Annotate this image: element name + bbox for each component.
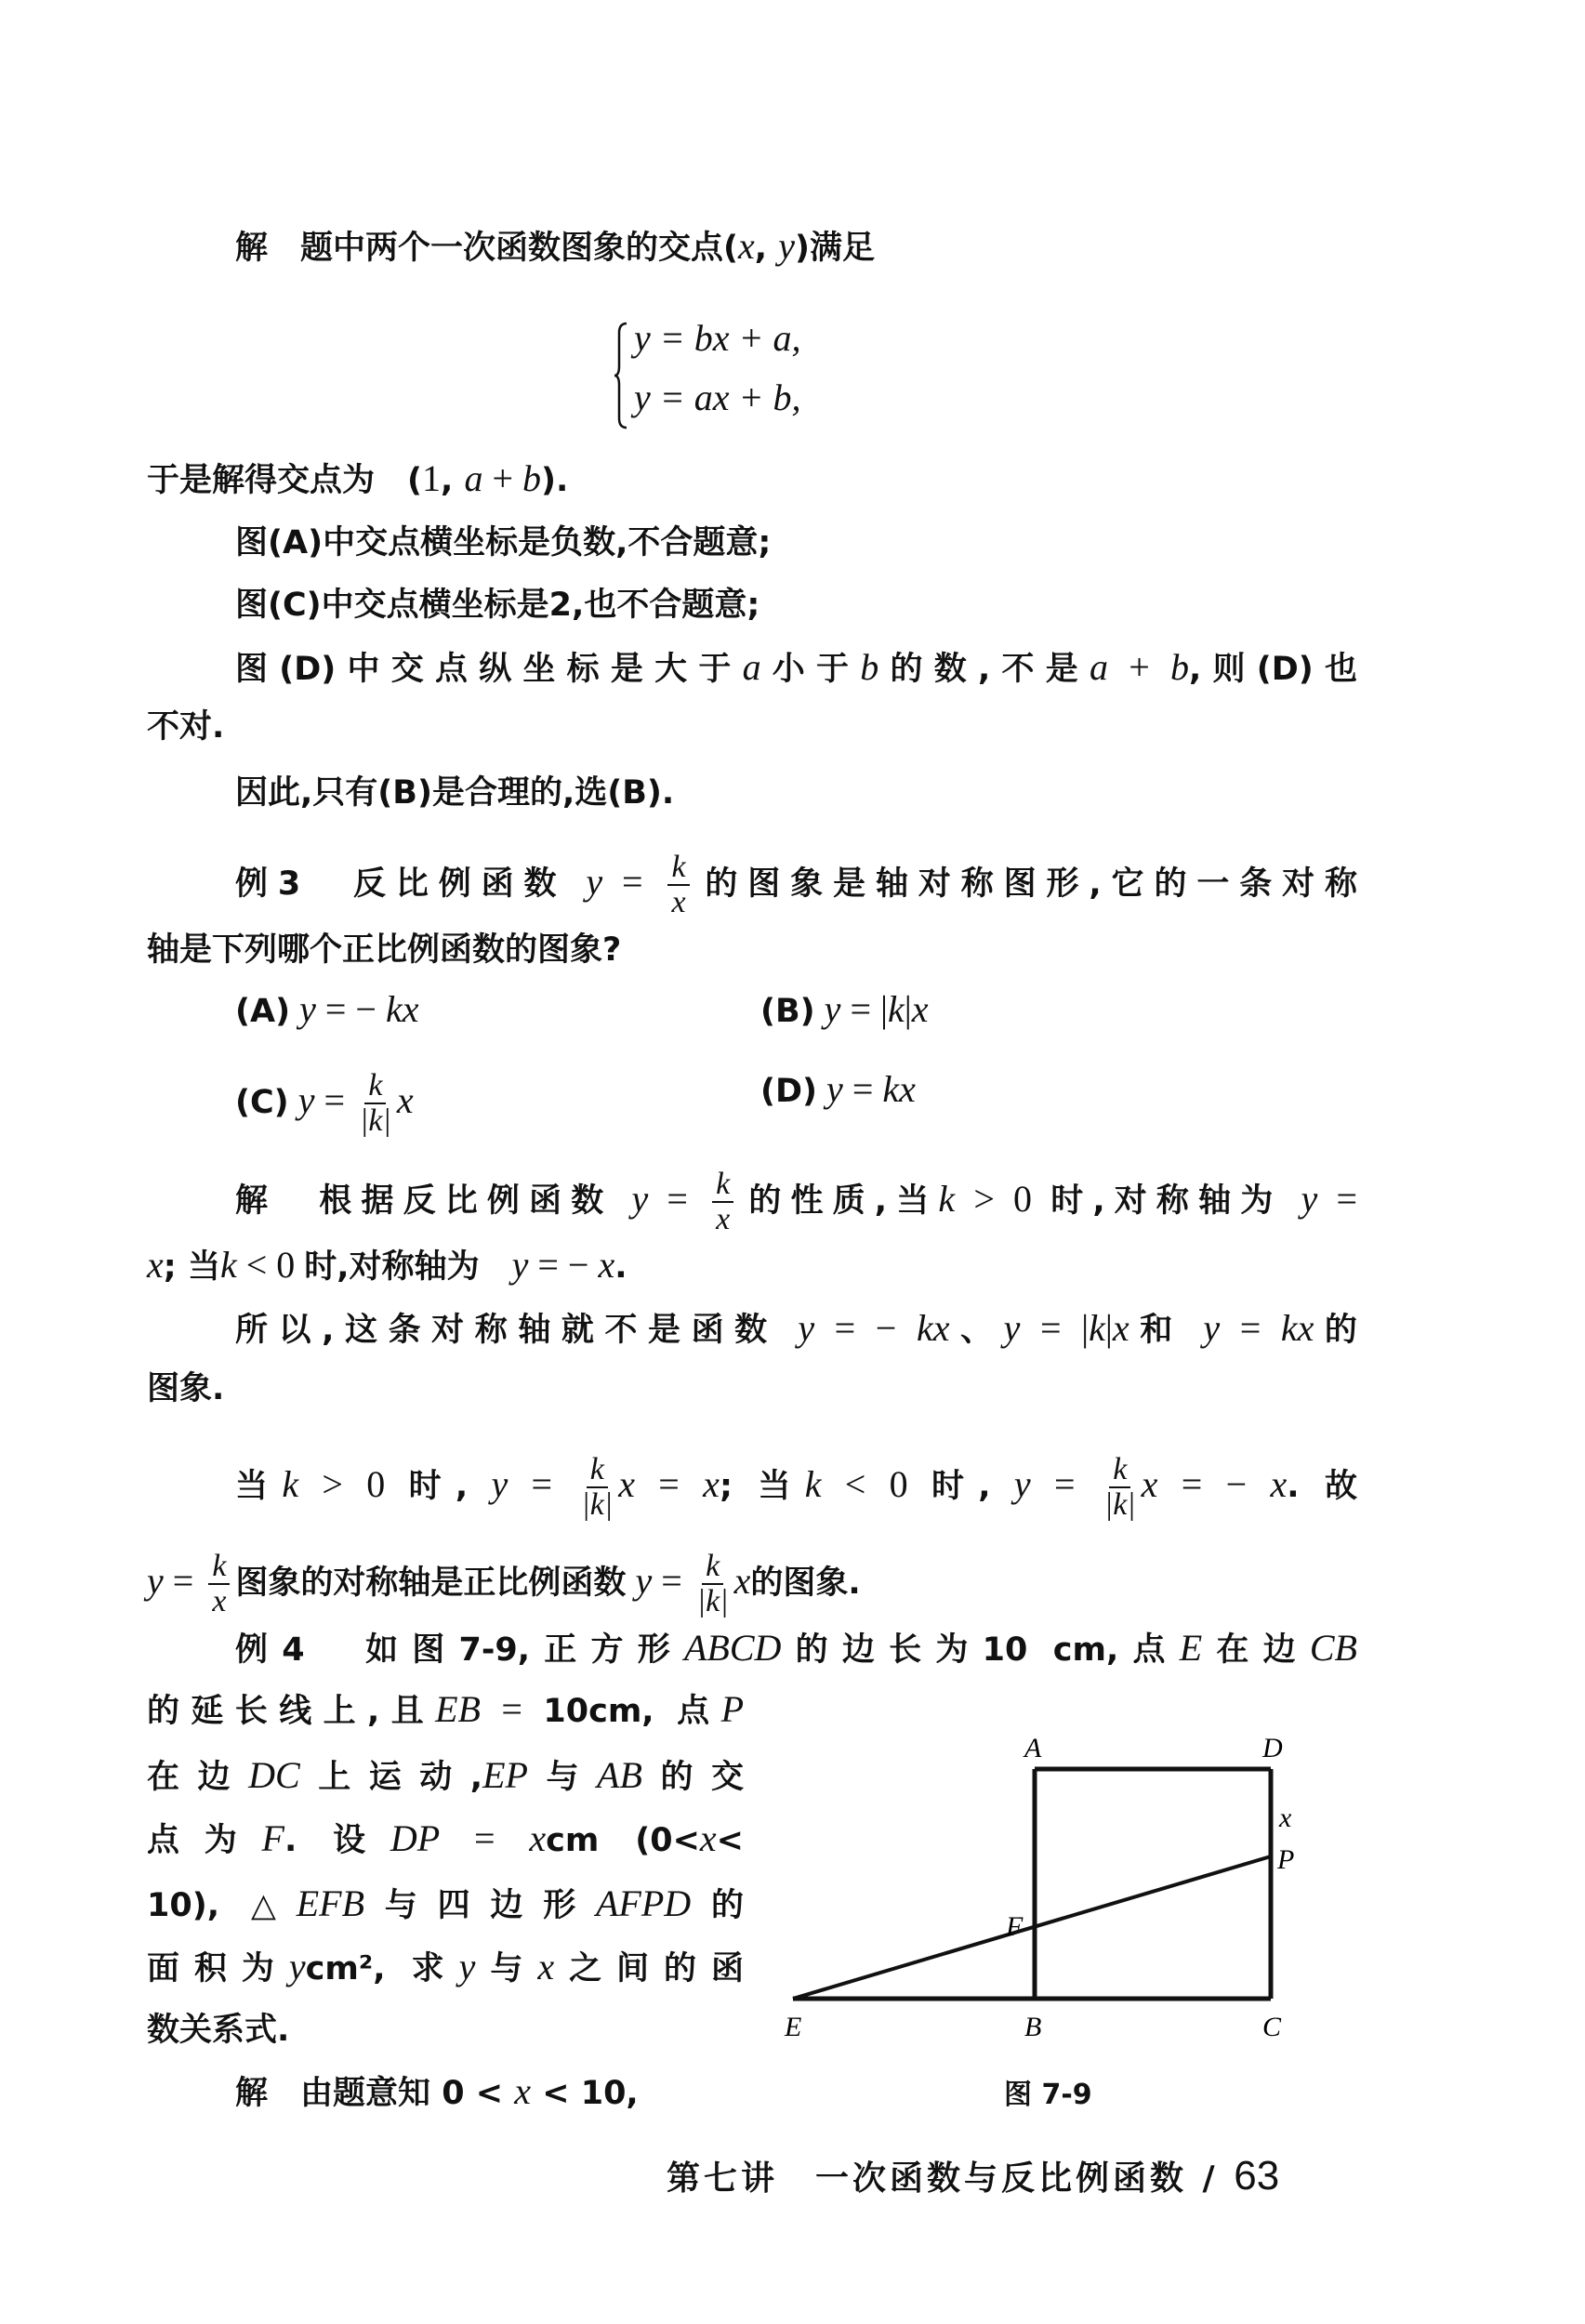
text-line [235,1628,1357,1670]
math-operator: = [667,1178,707,1220]
numerator: k [667,851,689,886]
text-run: 时, [931,1468,991,1505]
numerator: k [712,1168,733,1203]
math-symbol: k [804,1463,822,1505]
math-symbol: k [938,1178,956,1220]
math-symbol: a [1089,646,1108,688]
text-run: 之间的函 [554,1950,744,1987]
math-operator: = − [528,1244,599,1286]
math-operator: = [621,861,663,903]
text-line [147,1550,861,1618]
text-run: 面积为 [147,1950,289,1987]
math-operator: | [1104,1307,1113,1349]
math-symbol: y [814,988,851,1030]
label-F: F [1006,1911,1024,1942]
segment-EP [793,1856,1271,1999]
math-symbol: x [147,1244,164,1286]
denominator: |k| [360,1103,391,1138]
text-run: 的 [1314,1312,1357,1349]
section-label: 例3 [235,865,301,903]
math-operator: + [482,457,523,499]
figure-caption: 图 7-9 [1004,2079,1092,2111]
text-line [147,1689,744,1732]
math-symbol: x [537,1946,555,1987]
text-line [235,226,875,269]
text-run: 点为 [147,1822,262,1859]
label-x: x [1279,1802,1292,1833]
text-run: 的交 [641,1759,744,1796]
math-symbol: y [458,1946,476,1987]
text-run: 轴是下列哪个正比例函数的图象? [147,931,622,969]
label-E: E [785,2012,802,2042]
label-D: D [1262,1733,1283,1763]
math-symbol: a [742,646,761,688]
text-line [235,522,771,563]
section-label: 解 [235,2075,269,2112]
math-operator: | [904,988,912,1030]
text-line [235,647,1357,690]
text-run: 图(C)中交点横坐标是2,也不合题意; [235,587,760,624]
text-line [235,851,1357,919]
math-symbol: x [911,988,929,1030]
numerator: k [1109,1453,1130,1488]
math-operator: = [1336,1178,1357,1220]
math-operator: = [172,1560,204,1602]
math-operator: = − [834,1307,917,1349]
equation-system [614,316,801,435]
text-run: 在边 [1202,1631,1310,1669]
text-line [235,1308,1357,1351]
math-symbol: k [1089,1307,1105,1349]
math-symbol: x [396,1079,414,1121]
text-run: , [754,230,779,267]
text-line [147,458,568,501]
math-symbol: EB [435,1688,481,1730]
text-run: 如图7-9,正方形 [304,1631,684,1669]
text-run: 10), △ [147,1887,297,1924]
math-symbol: y [777,1307,835,1349]
math-symbol: k [219,1244,237,1286]
text-run: 小于 [760,651,861,688]
fraction [360,1069,391,1138]
math-operator: = [324,1079,355,1121]
text-run: 图象的对称轴是正比例函数 [235,1565,627,1602]
math-symbol: y [147,1560,173,1602]
math-symbol: DC [248,1754,300,1796]
text-run: . 故 [1287,1468,1358,1505]
math-operator: = [440,1817,530,1859]
text-run: 时, [408,1468,469,1505]
page-footer [667,2152,1279,2199]
text-line [147,1245,627,1287]
denominator: |k| [1103,1487,1136,1522]
math-symbol: y [1182,1307,1240,1349]
denominator: x [212,1584,227,1618]
text-run: ; 当 [719,1468,805,1505]
math-operator: = [481,1688,544,1730]
text-run: 的延长线上,且 [147,1693,436,1730]
fraction [581,1453,613,1522]
text-run: 时,对称轴为 [1050,1182,1283,1220]
text-line [147,2010,289,2051]
numerator: k [587,1453,608,1488]
numerator: k [702,1550,723,1585]
math-symbol: x [733,1560,751,1602]
text-run: cm², 求 [305,1950,459,1987]
fraction [667,851,689,919]
math-symbol: kx [916,1307,950,1349]
math-operator: = [852,1068,883,1110]
text-run: (D) [760,1073,818,1110]
text-run: 的数,不是 [878,651,1090,688]
math-operator: = [634,1463,704,1505]
math-operator: < 0 [236,1244,305,1286]
text-run: 图(A)中交点横坐标是负数,不合题意; [235,524,772,561]
text-run: < 10, [531,2075,639,2112]
text-line [147,1755,744,1798]
text-line [147,1883,744,1926]
text-run: cm (0< [546,1822,700,1859]
text-run: 的性质,当 [739,1182,939,1220]
math-symbol: k [888,988,905,1030]
text-run: 10cm, 点 [543,1693,721,1730]
fraction [697,1550,729,1618]
text-line [235,585,759,626]
math-symbol: y [511,1244,529,1286]
math-symbol: y [613,1178,667,1220]
math-symbol: x [514,2070,532,2112]
math-symbol: kx [882,1068,916,1110]
fraction [208,1550,230,1618]
math-symbol: b [1170,646,1189,688]
label-B: B [1024,2012,1042,2042]
math-operator: = − [324,988,386,1030]
text-line [235,1069,414,1138]
math-symbol: y [626,1560,662,1602]
text-run: 所以,这条对称轴就不是函数 [235,1312,778,1349]
math-symbol: P [720,1688,745,1730]
math-symbol: DP [390,1817,441,1859]
chapter-title: 第七讲 一次函数与反比例函数 / [667,2159,1219,2198]
page-number: 63 [1234,2153,1280,2199]
math-symbol: k [282,1463,299,1505]
equation-1: y = bx + a, [634,317,801,359]
math-operator: = [1053,1463,1099,1505]
text-line [147,706,224,747]
math-operator: + [1107,646,1170,688]
math-symbol: x [1141,1463,1158,1505]
math-symbol: y [290,988,325,1030]
text-run: 与 [527,1759,598,1796]
denominator: x [671,885,686,919]
math-operator: 1 [422,457,441,499]
text-run: 不对. [147,708,225,746]
text-line [235,772,674,813]
math-symbol: x [598,1244,615,1286]
text-run: )满足 [795,230,876,267]
math-symbol: ABCD [684,1627,782,1669]
math-symbol: y [1003,1307,1021,1349]
text-run: 时,对称轴为 [304,1248,512,1286]
math-symbol: y [817,1068,852,1110]
text-run: < [716,1822,744,1859]
equations [634,316,801,435]
math-symbol: a [464,457,483,499]
section-label: 解 [235,230,269,267]
math-operator: = [1239,1307,1281,1349]
math-symbol: x [529,1817,547,1859]
math-operator: = | [1020,1307,1090,1349]
math-symbol: y [778,225,796,267]
denominator: |k| [581,1487,614,1522]
section-label: 例4 [235,1631,305,1669]
math-symbol: AFPD [596,1882,692,1924]
text-run: ). [541,462,569,499]
text-run: 的图象. [750,1565,861,1602]
text-run: 在边 [147,1759,249,1796]
label-C: C [1262,2012,1282,2042]
denominator: |k| [696,1584,729,1618]
math-symbol: EP [482,1754,528,1796]
text-run: ,则(D)也 [1189,651,1358,688]
math-symbol: b [860,646,879,688]
brace-icon [614,322,628,429]
math-symbol: y [288,1079,324,1121]
math-operator: > 0 [298,1463,409,1505]
text-run: (A) [235,993,291,1030]
text-run: 与 [475,1950,538,1987]
text-run: . 设 [284,1822,390,1859]
text-run: ; 当 [163,1248,220,1286]
math-symbol: kx [385,988,419,1030]
math-symbol: EFB [296,1882,365,1924]
math-operator: = − [1157,1463,1271,1505]
math-operator: = | [850,988,889,1030]
section-label: 解 [235,1182,278,1220]
text-line [760,989,929,1032]
math-symbol: y [468,1463,532,1505]
math-symbol: y [288,1946,306,1987]
text-run: . [614,1248,627,1286]
math-symbol: x [738,225,755,267]
text-line [147,1368,224,1409]
label-A: A [1024,1733,1042,1763]
numerator: k [364,1069,386,1104]
math-symbol: y [566,861,622,903]
fraction [712,1168,733,1236]
text-run: 于是解得交点为 ( [147,462,422,499]
text-line [235,989,419,1032]
numerator: k [208,1550,230,1585]
text-run: 图(D)中交点纵坐标是大于 [235,651,743,688]
text-run: 与四边形 [364,1887,596,1924]
math-symbol: y [990,1463,1054,1505]
math-symbol: E [1179,1627,1203,1669]
text-line [147,1818,744,1861]
text-run: 上运动, [299,1759,483,1796]
math-operator: > 0 [955,1178,1051,1220]
text-run: 和 [1129,1312,1183,1349]
text-run: 、 [949,1312,1004,1349]
denominator: x [716,1202,731,1236]
math-symbol: x [703,1463,720,1505]
text-line [235,1168,1357,1236]
text-run: 反比例函数 [300,865,567,903]
math-symbol: F [261,1817,284,1859]
text-run: 根据反比例函数 [277,1182,614,1220]
text-line [147,1947,744,1989]
math-symbol: x [699,1817,717,1859]
math-symbol: b [522,457,542,499]
text-line [147,930,621,971]
text-run: 的图象是轴对称图形,它的一条对称 [694,865,1357,903]
fraction [1104,1453,1136,1522]
text-run: , [441,462,465,499]
math-symbol: AB [597,1754,642,1796]
math-symbol: x [1112,1307,1129,1349]
math-operator: < 0 [821,1463,931,1505]
text-line [760,1069,916,1112]
equation-2: y = ax + b, [634,376,801,418]
text-run: 数关系式. [147,2012,290,2049]
text-run: 因此,只有(B)是合理的,选(B). [235,774,675,812]
text-run: 图象. [147,1370,225,1407]
text-run: 由题意知 0 < [268,2075,515,2112]
text-run: (B) [760,993,815,1030]
math-symbol: kx [1280,1307,1314,1349]
text-run: 题中两个一次函数图象的交点( [268,230,739,267]
math-symbol: x [1270,1463,1288,1505]
math-operator: = [661,1560,692,1602]
text-run: (C) [235,1084,289,1121]
text-run: 当 [235,1468,283,1505]
math-operator: = [531,1463,576,1505]
text-run: 的边长为10 cm,点 [781,1631,1180,1669]
text-line [235,1453,1357,1522]
label-P: P [1277,1844,1295,1875]
math-symbol: CB [1309,1627,1357,1669]
text-run: 的 [691,1887,744,1924]
math-symbol: y [1282,1178,1337,1220]
text-line [235,2071,639,2114]
figure-7-9 [762,1720,1295,2073]
math-symbol: x [618,1463,635,1505]
